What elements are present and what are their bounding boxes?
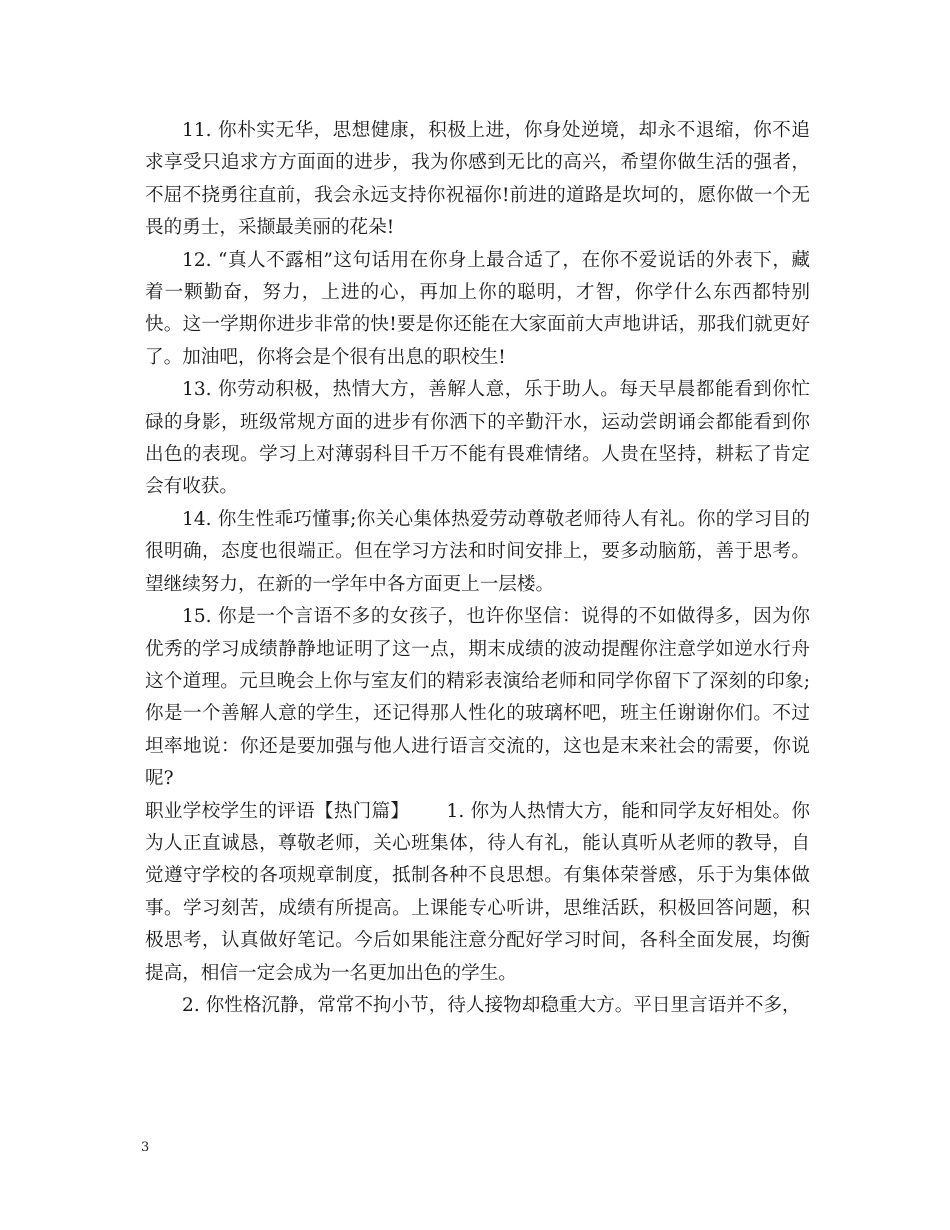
comment-paragraph-13: 13. 你劳动积极，热情大方，善解人意，乐于助人。每天早晨都能看到你忙碌的身影，班级常规方面的进步有你洒下的辛勤汗水，运动尝朗诵会都能看到你出色的表现。学习上对薄弱科目千万不能有畏难情绪。人贵在坚持，耕耘了肯定会有收获。 xyxy=(145,379,810,498)
section-first-comment: 1. 你为人热情大方，能和同学友好相处。你为人正直诚恳，尊敬老师，关心班集体，待人有礼，能认真听从老师的教导，自觉遵守学校的各项规章制度，抵制各种不良思想。有集体荣誉感，乐于为集体做事。学习刻苦，成绩有所提高。上课能专心听讲，思维活跃，积极回答问题，积极思考，认真做好笔记。今后如果能注意分配好学习时间，各科全面发展，均衡提高，相信一定会成为一名更加出色的学生。 xyxy=(145,800,810,984)
comment-paragraph-15: 15. 你是一个言语不多的女孩子，也许你坚信：说得的不如做得多，因为你优秀的学习成绩静静地证明了这一点，期末成绩的波动提醒你注意学如逆水行舟这个道理。元旦晚会上你与室友们的精彩表演给老师和同学你留下了深刻的印象;你是一个善解人意的学生，还记得那人性化的玻璃杯吧，班主任谢谢你们。不过坦率地说：你还是要加强与他人进行语言交流的，这也是末来社会的需要，你说呢? xyxy=(145,606,810,790)
page-number: 3 xyxy=(141,1140,150,1155)
document-body xyxy=(145,115,810,1022)
comment-paragraph-12: 12. “真人不露相”这句话用在你身上最合适了，在你不爱说话的外表下，藏着一颗勤奋，努力，上进的心，再加上你的聪明，才智，你学什么东西都特别快。这一学期你进步非常的快!要是你还能在大家面前大声地讲话，那我们就更好了。加油吧，你将会是个很有出息的职校生! xyxy=(145,249,810,368)
comment-paragraph-14: 14. 你生性乖巧懂事;你关心集体热爱劳动尊敬老师待人有礼。你的学习目的很明确，态度也很端正。但在学习方法和时间安排上，要多动脑筋，善于思考。望继续努力，在新的一学年中各方面更上一层楼。 xyxy=(145,508,810,595)
section-title: 职业学校学生的评语【热门篇】 xyxy=(145,800,410,822)
comment-paragraph-2: 2. 你性格沉静，常常不拘小节，待人接物却稳重大方。平日里言语并不多， xyxy=(182,994,801,1016)
section-paragraph xyxy=(145,796,810,990)
comment-paragraph-11: 11. 你朴实无华，思想健康，积极上进，你身处逆境，却永不退缩，你不追求享受只追求方方面面的进步，我为你感到无比的高兴，希望你做生活的强者，不屈不挠勇往直前，我会永远支持你祝福你!前进的道路是坎坷的，愿你做一个无畏的勇士，采撷最美丽的花朵! xyxy=(145,120,810,239)
